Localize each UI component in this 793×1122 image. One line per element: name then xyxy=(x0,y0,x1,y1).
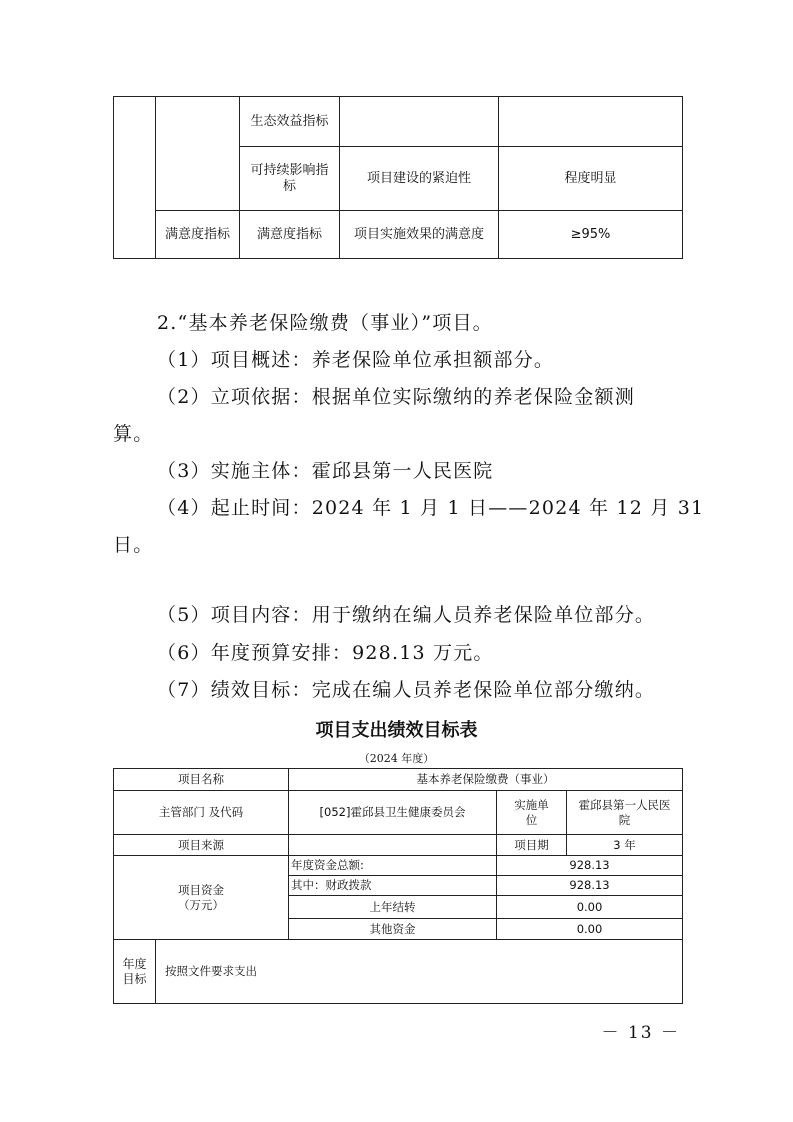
level1-cell xyxy=(114,97,156,259)
fund-fiscal-value: 928.13 xyxy=(497,876,683,896)
goal-table xyxy=(113,768,683,1004)
level2-cell xyxy=(156,97,240,211)
paragraph-period-line1: （4）起止时间：2024 年 1 月 1 日——2024 年 12 月 31 xyxy=(157,497,705,519)
fund-total-label: 年度资金总额: xyxy=(289,856,497,876)
paragraph-subject: （3）实施主体：霍邱县第一人民医院 xyxy=(157,460,494,482)
dept-value: [052]霍邱县卫生健康委员会 xyxy=(289,791,497,835)
period-label: 项目期 xyxy=(497,835,567,856)
level3-cell: 可持续影响指标 xyxy=(240,147,340,211)
funds-label-line1: 项目资金 xyxy=(178,882,224,897)
level3-cell: 满意度指标 xyxy=(240,211,340,259)
fund-fiscal-label: 其中：财政拨款 xyxy=(289,876,497,896)
unit-label: 实施单位 xyxy=(497,791,567,835)
unit-value: 霍邱县第一人民医院 xyxy=(567,791,683,835)
indicator-table xyxy=(113,96,683,259)
fund-carryover-label: 上年结转 xyxy=(289,896,497,919)
fund-other-label: 其他资金 xyxy=(289,919,497,940)
paragraph-content: （5）项目内容：用于缴纳在编人员养老保险单位部分。 xyxy=(157,604,656,626)
paragraph-overview: （1）项目概述：养老保险单位承担额部分。 xyxy=(157,349,555,371)
value-cell xyxy=(499,97,683,147)
table-title: 项目支出绩效目标表 xyxy=(315,720,478,741)
paragraph-basis-line1: （2）立项依据：根据单位实际缴纳的养老保险金额测 xyxy=(157,386,635,408)
indicator-cell xyxy=(340,97,499,147)
source-value xyxy=(289,835,497,856)
page-number: － 13 － xyxy=(601,1023,680,1043)
paragraph-basis-line2: 算。 xyxy=(113,423,154,445)
indicator-cell: 项目实施效果的满意度 xyxy=(340,211,499,259)
period-value: 3 年 xyxy=(567,835,683,856)
fund-other-value: 0.00 xyxy=(497,919,683,940)
paragraph-period-line2: 日。 xyxy=(113,534,154,556)
project-name-label: 项目名称 xyxy=(114,769,289,791)
project-name-value: 基本养老保险缴费（事业） xyxy=(289,769,683,791)
annual-goal-label: 年度目标 xyxy=(114,940,156,1004)
paragraph-project-title: 2.“基本养老保险缴费（事业）”项目。 xyxy=(157,312,493,334)
level3-cell: 生态效益指标 xyxy=(240,97,340,147)
funds-label xyxy=(114,856,289,940)
value-cell: ≥95% xyxy=(499,211,683,259)
value-cell: 程度明显 xyxy=(499,147,683,211)
fund-total-value: 928.13 xyxy=(497,856,683,876)
funds-label-line2: （万元） xyxy=(178,897,224,912)
dept-label: 主管部门 及代码 xyxy=(114,791,289,835)
fund-carryover-value: 0.00 xyxy=(497,896,683,919)
level2-cell: 满意度指标 xyxy=(156,211,240,259)
annual-goal-value: 按照文件要求支出 xyxy=(156,940,683,1004)
table-subtitle: （2024 年度） xyxy=(358,752,435,765)
paragraph-goal: （7）绩效目标：完成在编人员养老保险单位部分缴纳。 xyxy=(157,679,656,701)
indicator-cell: 项目建设的紧迫性 xyxy=(340,147,499,211)
paragraph-budget: （6）年度预算安排：928.13 万元。 xyxy=(157,642,494,664)
source-label: 项目来源 xyxy=(114,835,289,856)
